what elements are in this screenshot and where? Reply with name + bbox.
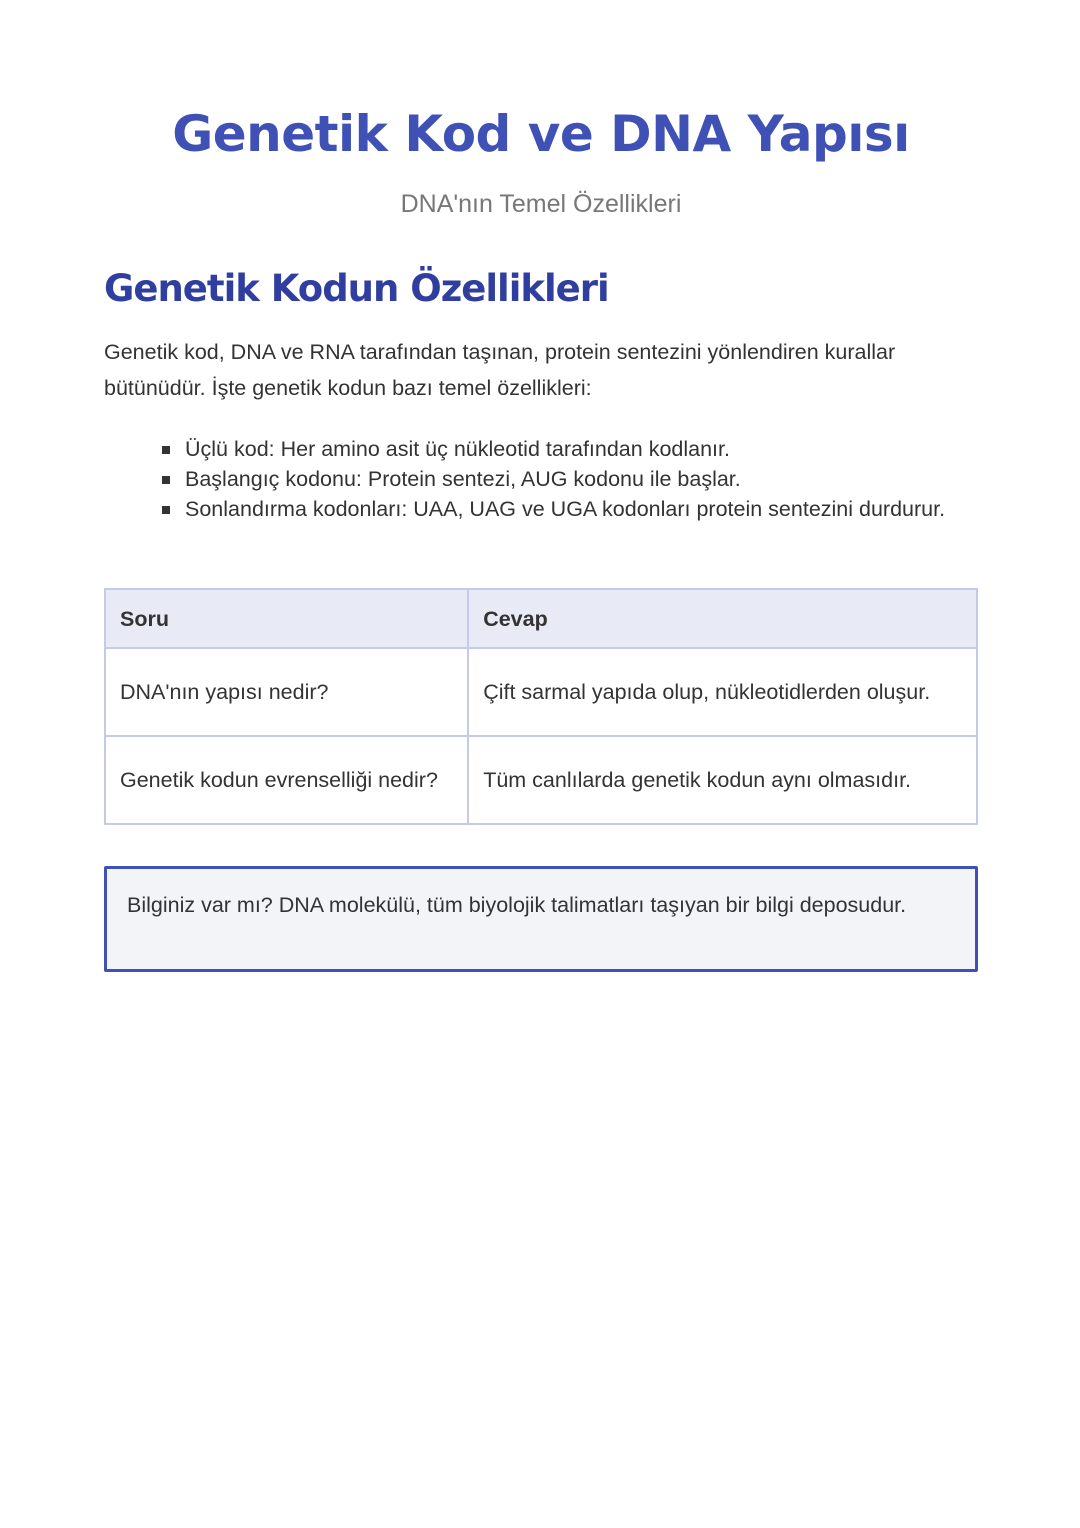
list-item bbox=[104, 434, 978, 464]
intro-paragraph: Genetik kod, DNA ve RNA tarafından taşınan, protein sentezini yönlendiren kurallar bütünüdür. İşte genetik kodun bazı temel özellikleri: bbox=[104, 340, 896, 400]
list-item-text: Başlangıç kodonu: Protein sentezi, AUG kodonu ile başlar. bbox=[185, 467, 741, 491]
table-cell-answer: Tüm canlılarda genetik kodun aynı olmasıdır. bbox=[468, 736, 977, 824]
list-item bbox=[104, 494, 978, 524]
table-header-answer: Cevap bbox=[468, 589, 977, 648]
info-callout: Bilginiz var mı? DNA molekülü, tüm biyolojik talimatları taşıyan bir bilgi deposudur. bbox=[104, 866, 978, 972]
table-row bbox=[105, 648, 977, 736]
table-row bbox=[105, 736, 977, 824]
square-bullet-icon bbox=[162, 446, 170, 454]
qa-table bbox=[104, 588, 978, 825]
list-item bbox=[104, 464, 978, 494]
list-item-text: Sonlandırma kodonları: UAA, UAG ve UGA kodonları protein sentezini durdurur. bbox=[185, 497, 946, 521]
table-cell-answer: Çift sarmal yapıda olup, nükleotidlerden oluşur. bbox=[468, 648, 977, 736]
table-cell-question: Genetik kodun evrenselliği nedir? bbox=[105, 736, 468, 824]
square-bullet-icon bbox=[162, 506, 170, 514]
feature-list bbox=[104, 434, 978, 524]
table-header-row bbox=[105, 589, 977, 648]
table-header-question: Soru bbox=[105, 589, 468, 648]
document-title: Genetik Kod ve DNA Yapısı bbox=[172, 105, 910, 163]
section-heading: Genetik Kodun Özellikleri bbox=[104, 267, 609, 310]
list-item-text: Üçlü kod: Her amino asit üç nükleotid tarafından kodlanır. bbox=[185, 437, 730, 461]
document-subtitle: DNA'nın Temel Özellikleri bbox=[400, 190, 682, 218]
table-cell-question: DNA'nın yapısı nedir? bbox=[105, 648, 468, 736]
square-bullet-icon bbox=[162, 476, 170, 484]
